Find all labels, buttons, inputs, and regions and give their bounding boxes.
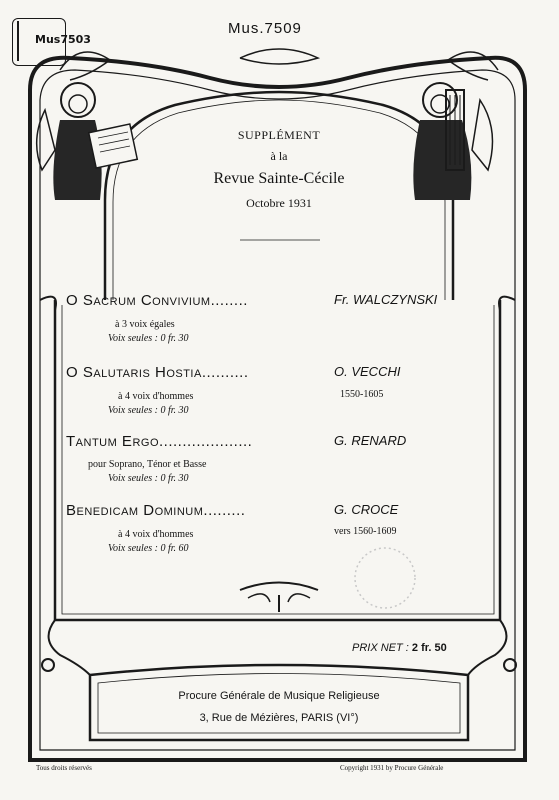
piece-dates: 1550-1605 [340,389,384,400]
piece-title-text: Tantum Ergo [66,433,159,450]
piece-composer: Fr. WALCZYNSKI [334,292,438,307]
title-date: Octobre 1931 [246,196,312,210]
bnf-monogram-icon [17,21,33,61]
title-block [179,128,379,211]
catalog-mark-top: Mus.7509 [228,20,302,37]
piece-composer: G. RENARD [334,433,407,448]
piece-dots: .......... [201,364,249,381]
piece-voices: à 4 voix d'hommes [118,529,194,540]
piece-price: Voix seules : 0 fr. 60 [108,543,189,554]
footer-address: 3, Rue de Mézières, PARIS (VI°) [199,712,359,724]
piece-voices: à 4 voix d'hommes [118,391,194,402]
prix-net [352,642,447,654]
library-stamp-circle [355,548,415,608]
piece-composer: O. VECCHI [334,364,401,379]
piece-title [66,502,245,519]
title-supplement: SUPPLÉMENT [237,128,321,142]
prix-label: PRIX NET : [352,642,409,654]
angel-left-illustration [37,83,138,200]
piece-dots: .................... [159,433,253,450]
piece-voices: à 3 voix égales [115,319,175,330]
piece-composer: G. CROCE [334,502,399,517]
piece-title [66,433,252,450]
rights-reserved: Tous droits réservés [36,764,92,772]
piece-title-text: Benedicam Dominum [66,502,204,519]
piece-dots: ........ [210,292,248,309]
piece-title [66,364,249,381]
title-revue: Revue Sainte-Cécile [213,170,345,187]
angel-right-illustration [413,83,492,200]
piece-price: Voix seules : 0 fr. 30 [108,405,189,416]
piece-dots: ......... [203,502,246,519]
footer-block [100,690,458,724]
piece-title-text: O Sacrum Convivium [66,292,211,309]
catalog-mark-left: Mus7503 [35,33,91,46]
piece-voices: pour Soprano, Ténor et Basse [88,459,207,470]
title-a-la: à la [270,149,288,163]
copyright: Copyright 1931 by Procure Générale [340,764,444,772]
piece-price: Voix seules : 0 fr. 30 [108,333,189,344]
prix-value: 2 fr. 50 [411,642,447,654]
library-stamp [12,18,91,66]
piece-title-text: O Salutaris Hostia [66,364,202,381]
piece-title [66,292,248,309]
piece-price: Voix seules : 0 fr. 30 [108,473,189,484]
piece-dates: vers 1560-1609 [334,526,397,537]
footer-publisher: Procure Générale de Musique Religieuse [178,690,380,702]
